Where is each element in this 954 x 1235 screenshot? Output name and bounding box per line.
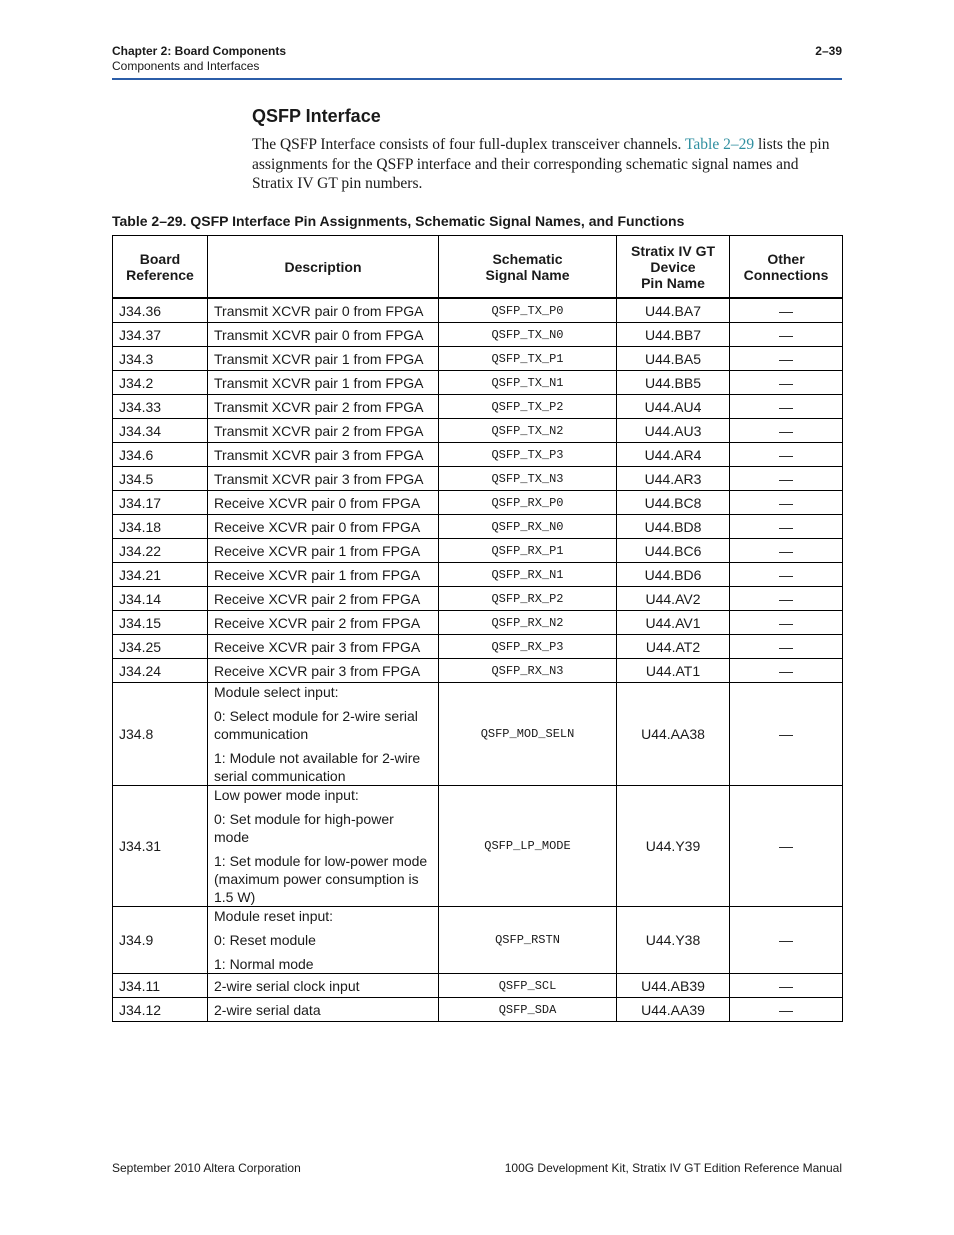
cell-description xyxy=(208,491,439,515)
pin-assignment-table xyxy=(112,235,843,1022)
cell-signal-name: QSFP_TX_P2 xyxy=(439,395,617,419)
cell-other-connections: — xyxy=(730,683,843,786)
header-line: Other xyxy=(767,250,805,267)
cell-description xyxy=(208,347,439,371)
header-description xyxy=(208,236,439,299)
cell-other-connections: — xyxy=(730,907,843,974)
cell-board-reference: J34.15 xyxy=(113,611,208,635)
cell-description xyxy=(208,587,439,611)
cell-pin-name: U44.AV2 xyxy=(617,587,730,611)
cell-other-connections: — xyxy=(730,371,843,395)
cell-other-connections: — xyxy=(730,659,843,683)
cell-board-reference: J34.2 xyxy=(113,371,208,395)
cell-signal-name: QSFP_RX_N2 xyxy=(439,611,617,635)
table-row xyxy=(113,683,843,786)
cell-description xyxy=(208,563,439,587)
cell-pin-name: U44.BA7 xyxy=(617,298,730,323)
intro-text-after: lists the pin assignments for the QSFP interface and their corresponding schematic signal names and Stratix IV GT pin numbers. xyxy=(252,136,830,192)
cell-description xyxy=(208,515,439,539)
cell-signal-name: QSFP_TX_N2 xyxy=(439,419,617,443)
header-line: Pin Name xyxy=(641,274,705,291)
table-row xyxy=(113,347,843,371)
description-line: Transmit XCVR pair 1 from FPGA xyxy=(214,374,424,391)
header-line: Device xyxy=(650,258,696,275)
description-line: Module select input: xyxy=(214,684,339,700)
header-chapter: Chapter 2: Board Components xyxy=(112,44,287,58)
cell-description xyxy=(208,539,439,563)
header-line: Signal Name xyxy=(485,266,570,283)
cell-other-connections: — xyxy=(730,323,843,347)
cell-pin-name: U44.AB39 xyxy=(617,974,730,998)
cell-board-reference: J34.18 xyxy=(113,515,208,539)
cell-board-reference: J34.6 xyxy=(113,443,208,467)
description-line: Receive XCVR pair 0 from FPGA xyxy=(214,518,421,535)
cell-board-reference: J34.22 xyxy=(113,539,208,563)
table-row xyxy=(113,998,843,1022)
header-board-reference xyxy=(113,236,208,299)
cell-signal-name: QSFP_RSTN xyxy=(439,907,617,974)
description-line: Transmit XCVR pair 0 from FPGA xyxy=(214,302,424,319)
cell-other-connections: — xyxy=(730,611,843,635)
cell-other-connections: — xyxy=(730,539,843,563)
cell-description xyxy=(208,323,439,347)
cell-signal-name: QSFP_MOD_SELN xyxy=(439,683,617,786)
cell-description xyxy=(208,907,439,974)
cell-description xyxy=(208,683,439,786)
description-line: Transmit XCVR pair 2 from FPGA xyxy=(214,422,424,439)
cell-other-connections: — xyxy=(730,467,843,491)
table-row xyxy=(113,419,843,443)
cell-signal-name: QSFP_RX_P2 xyxy=(439,587,617,611)
description-line: 0: Select module for 2-wire serial communication xyxy=(214,708,418,742)
cell-board-reference: J34.24 xyxy=(113,659,208,683)
cell-other-connections: — xyxy=(730,443,843,467)
table-body xyxy=(113,298,843,1022)
header-line: Board xyxy=(139,250,181,267)
cell-signal-name: QSFP_TX_P3 xyxy=(439,443,617,467)
cell-other-connections: — xyxy=(730,998,843,1022)
cell-pin-name: U44.Y38 xyxy=(617,907,730,974)
table-row xyxy=(113,539,843,563)
description-line: Transmit XCVR pair 1 from FPGA xyxy=(214,350,424,367)
cell-description xyxy=(208,443,439,467)
cell-other-connections: — xyxy=(730,515,843,539)
description-line: 1: Normal mode xyxy=(214,956,314,972)
cell-board-reference: J34.36 xyxy=(113,298,208,323)
cell-board-reference: J34.3 xyxy=(113,347,208,371)
cell-pin-name: U44.AU3 xyxy=(617,419,730,443)
description-line: Receive XCVR pair 1 from FPGA xyxy=(214,542,421,559)
cell-other-connections: — xyxy=(730,635,843,659)
description-line: Transmit XCVR pair 3 from FPGA xyxy=(214,470,424,487)
page-header xyxy=(112,44,842,80)
cell-pin-name: U44.BA5 xyxy=(617,347,730,371)
cell-other-connections: — xyxy=(730,974,843,998)
cell-board-reference: J34.14 xyxy=(113,587,208,611)
table-caption: Table 2–29. QSFP Interface Pin Assignments, Schematic Signal Names, and Functions xyxy=(112,213,685,229)
table-row xyxy=(113,443,843,467)
header-page-number: 2–39 xyxy=(815,44,842,58)
description-line: 2-wire serial data xyxy=(214,1001,321,1018)
table-row xyxy=(113,587,843,611)
cell-description xyxy=(208,998,439,1022)
header-line: Reference xyxy=(126,266,194,283)
cell-pin-name: U44.AR4 xyxy=(617,443,730,467)
header-line: Description xyxy=(284,258,362,275)
cell-description xyxy=(208,611,439,635)
cell-board-reference: J34.34 xyxy=(113,419,208,443)
table-row xyxy=(113,635,843,659)
cell-signal-name: QSFP_RX_N3 xyxy=(439,659,617,683)
cell-signal-name: QSFP_TX_N1 xyxy=(439,371,617,395)
cell-pin-name: U44.BC8 xyxy=(617,491,730,515)
cell-other-connections: — xyxy=(730,587,843,611)
table-row xyxy=(113,563,843,587)
cell-pin-name: U44.AT2 xyxy=(617,635,730,659)
description-line: Module reset input: xyxy=(214,908,334,924)
cell-pin-name: U44.AU4 xyxy=(617,395,730,419)
header-section: Components and Interfaces xyxy=(112,59,260,73)
table-row xyxy=(113,323,843,347)
header-line: Schematic xyxy=(492,250,563,267)
section-title: QSFP Interface xyxy=(252,106,381,126)
description-line: 0: Reset module xyxy=(214,932,316,948)
cell-signal-name: QSFP_SCL xyxy=(439,974,617,998)
description-line: Receive XCVR pair 3 from FPGA xyxy=(214,638,421,655)
cell-pin-name: U44.AA38 xyxy=(617,683,730,786)
cell-pin-name: U44.AV1 xyxy=(617,611,730,635)
cell-board-reference: J34.33 xyxy=(113,395,208,419)
cell-signal-name: QSFP_RX_N1 xyxy=(439,563,617,587)
cell-description xyxy=(208,298,439,323)
table-row xyxy=(113,974,843,998)
table-row xyxy=(113,515,843,539)
cell-pin-name: U44.AT1 xyxy=(617,659,730,683)
header-line: Connections xyxy=(743,266,829,283)
cell-board-reference: J34.8 xyxy=(113,683,208,786)
cell-signal-name: QSFP_TX_N0 xyxy=(439,323,617,347)
header-other-connections xyxy=(730,236,843,299)
header-pin-name xyxy=(617,236,730,299)
table-row xyxy=(113,659,843,683)
table-row xyxy=(113,907,843,974)
cell-pin-name: U44.AR3 xyxy=(617,467,730,491)
table-reference-link[interactable]: Table 2–29 xyxy=(685,136,755,153)
table-row xyxy=(113,298,843,323)
cell-signal-name: QSFP_LP_MODE xyxy=(439,786,617,907)
cell-pin-name: U44.BB7 xyxy=(617,323,730,347)
cell-pin-name: U44.BB5 xyxy=(617,371,730,395)
cell-other-connections: — xyxy=(730,298,843,323)
description-line: 1: Set module for low-power mode (maximum power consumption is 1.5 W) xyxy=(214,853,428,905)
cell-board-reference: J34.5 xyxy=(113,467,208,491)
header-signal-name xyxy=(439,236,617,299)
cell-description xyxy=(208,395,439,419)
cell-signal-name: QSFP_TX_P0 xyxy=(439,298,617,323)
description-line: Receive XCVR pair 2 from FPGA xyxy=(214,590,421,607)
footer-right: 100G Development Kit, Stratix IV GT Edition Reference Manual xyxy=(504,1161,842,1175)
description-line: Transmit XCVR pair 3 from FPGA xyxy=(214,446,424,463)
cell-other-connections: — xyxy=(730,347,843,371)
table-row xyxy=(113,371,843,395)
cell-signal-name: QSFP_RX_N0 xyxy=(439,515,617,539)
cell-signal-name: QSFP_TX_N3 xyxy=(439,467,617,491)
table-header-row xyxy=(113,236,843,299)
cell-description xyxy=(208,786,439,907)
cell-pin-name: U44.BC6 xyxy=(617,539,730,563)
cell-description xyxy=(208,974,439,998)
description-line: Receive XCVR pair 3 from FPGA xyxy=(214,662,421,679)
cell-description xyxy=(208,371,439,395)
description-line: Transmit XCVR pair 0 from FPGA xyxy=(214,326,424,343)
intro-text-before: The QSFP Interface consists of four full-duplex transceiver channels. xyxy=(252,136,686,153)
cell-pin-name: U44.Y39 xyxy=(617,786,730,907)
description-line: 1: Module not available for 2-wire serial communication xyxy=(214,750,421,784)
cell-board-reference: J34.37 xyxy=(113,323,208,347)
cell-pin-name: U44.AA39 xyxy=(617,998,730,1022)
intro-paragraph xyxy=(252,135,842,194)
table-row xyxy=(113,467,843,491)
cell-board-reference: J34.17 xyxy=(113,491,208,515)
table-row xyxy=(113,786,843,907)
description-line: Transmit XCVR pair 2 from FPGA xyxy=(214,398,424,415)
cell-pin-name: U44.BD8 xyxy=(617,515,730,539)
description-line: Receive XCVR pair 2 from FPGA xyxy=(214,614,421,631)
cell-board-reference: J34.12 xyxy=(113,998,208,1022)
cell-other-connections: — xyxy=(730,395,843,419)
description-line: Receive XCVR pair 0 from FPGA xyxy=(214,494,421,511)
description-line: Receive XCVR pair 1 from FPGA xyxy=(214,566,421,583)
cell-signal-name: QSFP_RX_P0 xyxy=(439,491,617,515)
cell-other-connections: — xyxy=(730,786,843,907)
description-line: Low power mode input: xyxy=(214,787,359,803)
cell-board-reference: J34.25 xyxy=(113,635,208,659)
description-line: 2-wire serial clock input xyxy=(214,977,360,994)
table-row xyxy=(113,491,843,515)
cell-board-reference: J34.21 xyxy=(113,563,208,587)
cell-signal-name: QSFP_SDA xyxy=(439,998,617,1022)
header-line: Stratix IV GT xyxy=(630,242,716,259)
cell-signal-name: QSFP_RX_P1 xyxy=(439,539,617,563)
footer-left: September 2010 Altera Corporation xyxy=(112,1161,301,1175)
cell-signal-name: QSFP_TX_P1 xyxy=(439,347,617,371)
cell-board-reference: J34.31 xyxy=(113,786,208,907)
cell-signal-name: QSFP_RX_P3 xyxy=(439,635,617,659)
cell-board-reference: J34.9 xyxy=(113,907,208,974)
cell-description xyxy=(208,419,439,443)
cell-other-connections: — xyxy=(730,563,843,587)
description-line: 0: Set module for high-power mode xyxy=(214,811,394,845)
cell-description xyxy=(208,659,439,683)
cell-other-connections: — xyxy=(730,491,843,515)
cell-description xyxy=(208,635,439,659)
cell-other-connections: — xyxy=(730,419,843,443)
table-row xyxy=(113,395,843,419)
table-row xyxy=(113,611,843,635)
cell-board-reference: J34.11 xyxy=(113,974,208,998)
cell-description xyxy=(208,467,439,491)
cell-pin-name: U44.BD6 xyxy=(617,563,730,587)
